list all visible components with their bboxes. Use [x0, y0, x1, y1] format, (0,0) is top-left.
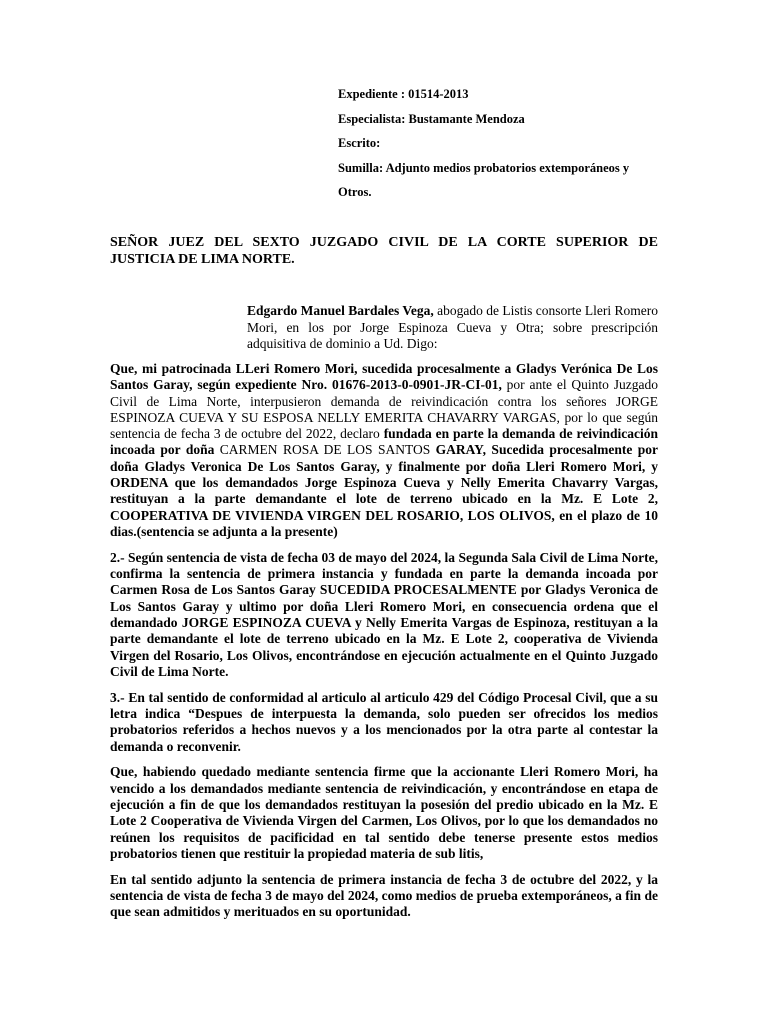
intro-paragraph [247, 303, 658, 353]
body-paragraph [110, 872, 658, 921]
body-paragraph [110, 361, 658, 540]
body-paragraph [110, 690, 658, 755]
addressee-heading: SEÑOR JUEZ DEL SEXTO JUZGADO CIVIL DE LA CORTE SUPERIOR DE JUSTICIA DE LIMA NORTE. [110, 235, 658, 267]
especialista-line: Especialista: Bustamante Mendoza [338, 111, 525, 126]
bold-text-run: fundada en parte la demanda de reivindicación incoada por doña [110, 426, 659, 458]
lawyer-name: Edgardo Manuel Bardales Vega, [247, 303, 434, 318]
bold-text-run: 3.- En tal sentido de conformidad al articulo al articulo 429 del Código Procesal Civil, que a su letra indica “Despues de interpuesta la demanda, solo pueden ser ofrecidos los medios probatorios referidos a hechos nuevos y a los mencionados por la otra parte al contestar la demanda o reconvenir. [110, 689, 658, 754]
body-paragraph [110, 764, 658, 862]
bold-text-run: Que, habiendo quedado mediante sentencia firme que la accionante Lleri Romero Mori, ha vencido a los demandados mediante sentencia de reivindicación, y encontrándose en etapa de ejecución a fin de que los demandados restituyan la posesión del predio ubicado en la Mz. E Lote 2 Cooperativa de Vivienda Virgen del Carmen, Los Olivos, por lo que los demandados no reúnen los requisitos de pacificidad en tal sentido debe tenerse presente estos medios probatorios tienen que restituir la propiedad materia de sub litis, [110, 764, 658, 861]
text-run: CARMEN ROSA DE LOS SANTOS [214, 442, 436, 458]
intro-text: abogado de Listis consorte Lleri Romero Mori, en los por Jorge Espinoza Cueva y Otra; sobre prescripción adquisitiva de dominio a Ud. Digo: [247, 303, 658, 351]
expediente-line: Expediente : 01514-2013 [338, 87, 469, 101]
case-header [338, 84, 678, 207]
bold-text-run: 2.- Según sentencia de vista de fecha 03 de mayo del 2024, la Segunda Sala Civil de Lima Norte, confirma la sentencia de primera instancia y fundada en parte la demanda incoada por Carmen Rosa de Los Santos Garay SUCEDIDA PROCESALMENTE por Gladys Veronica de Los Santos Garay y ultimo por doña Lleri Romero Mori, en consecuencia ordena que el demandado JORGE ESPINOZA CUEVA y Nelly Emerita Vargas de Espinoza, restituyan a la parte demandante el lote de terreno ubicado en la Mz. E Lote 2, cooperativa de Vivienda Virgen del Rosario, Los Olivos, encontrándose en ejecución actualmente en el Quinto Juzgado Civil de Lima Norte. [110, 549, 658, 679]
text-run: por ante el Quinto Juzgado Civil de Lima Norte, interpusieron demanda de reivindicación contra los señores JORGE ESPINOZA CUEVA Y SU ESPOSA NELLY EMERITA CHAVARRY VARGAS, por lo que según sentencia de fecha 3 de octubre del 2022, declaro [110, 377, 658, 442]
bold-text-run: Que, mi patrocinada LLeri Romero Mori, sucedida procesalmente a Gladys Verónica De Los Santos Garay, según expediente Nro. 01676-2013-0-0901-JR-CI-01, [110, 361, 658, 393]
sumilla-continuation: Otros. [338, 185, 372, 199]
body-paragraph [110, 550, 658, 680]
bold-text-run: GARAY, Sucedida procesalmente por doña Gladys Veronica De Los Santos Garay, y finalmente por doña Lleri Romero Mori, y ORDENA que los demandados Jorge Espinoza Cueva y Nelly Emerita Chavarry Vargas, restituyan a la parte demandante el lote de terreno ubicado en la Mz. E Lote 2, COOPERATIVA DE VIVIENDA VIRGEN DEL ROSARIO, LOS OLIVOS, en el plazo de 10 dias.(sentencia se adjunta a la presente) [110, 442, 658, 539]
document-body [110, 361, 658, 930]
sumilla-line: Sumilla: Adjunto medios probatorios extemporáneos y [338, 160, 630, 175]
bold-text-run: En tal sentido adjunto la sentencia de primera instancia de fecha 3 de octubre del 2022, y la sentencia de vista de fecha 3 de mayo del 2024, como medios de prueba extemporáneos, a fin de que sean admitidos y merituados en su oportunidad. [110, 871, 658, 920]
escrito-line: Escrito: [338, 136, 381, 150]
